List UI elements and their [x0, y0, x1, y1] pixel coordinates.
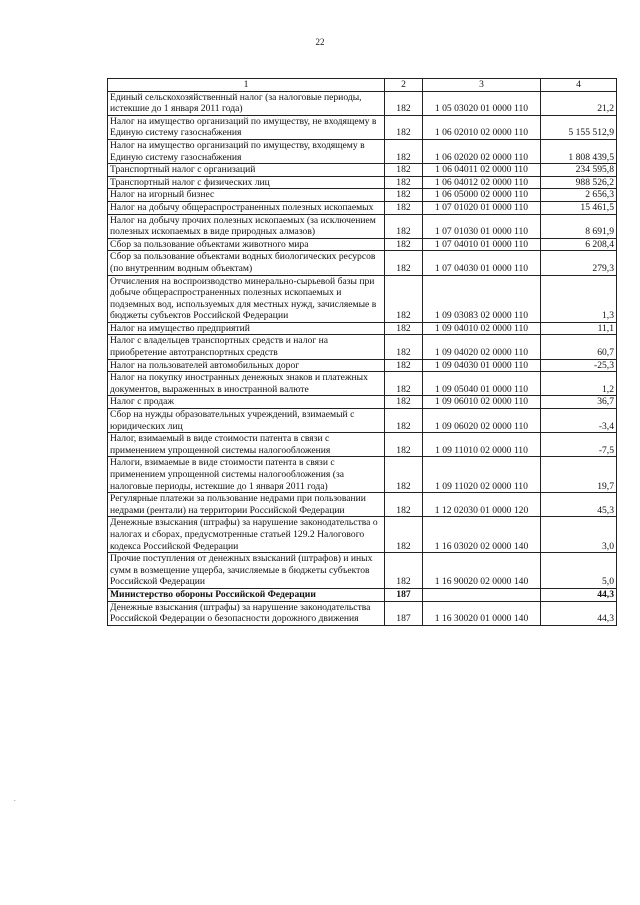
cell-name: Единый сельскохозяйственный налог (за налоговые периоды, истекшие до 1 января 2011 года) [108, 91, 385, 115]
cell-amount: 19,7 [541, 457, 617, 493]
cell-name: Налог на добычу общераспространенных полезных ископаемых [108, 201, 385, 214]
cell-name: Отчисления на воспроизводство минерально-сырьевой базы при добыче общераспространенных полезных ископаемых и подземных вод, используемых для местных нужд, зачисляемые в бюджеты субъектов Российской Федерации [108, 275, 385, 322]
cell-name: Транспортный налог с физических лиц [108, 176, 385, 189]
cell-admin-code: 182 [385, 409, 423, 433]
cell-budget-code: 1 09 05040 01 0000 110 [423, 372, 541, 396]
cell-amount: 8 691,9 [541, 214, 617, 238]
cell-name: Налог на пользователей автомобильных дорог [108, 359, 385, 372]
cell-amount: 15 461,5 [541, 201, 617, 214]
cell-name: Денежные взыскания (штрафы) за нарушение законодательства Российской Федерации о безопасности дорожного движения [108, 601, 385, 625]
table-row [108, 189, 617, 202]
cell-amount: -7,5 [541, 433, 617, 457]
cell-amount: -3,4 [541, 409, 617, 433]
cell-name: Налог на игорный бизнес [108, 189, 385, 202]
table-row [108, 457, 617, 493]
table-row [108, 275, 617, 322]
cell-budget-code: 1 16 90020 02 0000 140 [423, 553, 541, 589]
cell-amount: 5,0 [541, 553, 617, 589]
cell-budget-code: 1 09 03083 02 0000 110 [423, 275, 541, 322]
cell-amount: 234 595,8 [541, 164, 617, 177]
cell-budget-code: 1 09 06020 02 0000 110 [423, 409, 541, 433]
cell-admin-code: 182 [385, 493, 423, 517]
cell-name: Налог на имущество организаций по имуществу, не входящему в Единую систему газоснабжения [108, 115, 385, 139]
cell-budget-code: 1 12 02030 01 0000 120 [423, 493, 541, 517]
table-row [108, 601, 617, 625]
cell-name: Налог на имущество предприятий [108, 322, 385, 335]
cell-budget-code: 1 09 04010 02 0000 110 [423, 322, 541, 335]
table-row [108, 91, 617, 115]
table-body [108, 91, 617, 625]
cell-admin-code: 187 [385, 601, 423, 625]
cell-admin-code: 182 [385, 275, 423, 322]
margin-mark: . [14, 795, 16, 803]
table-row [108, 335, 617, 359]
table-row [108, 517, 617, 553]
cell-admin-code: 182 [385, 238, 423, 251]
cell-amount: 5 155 512,9 [541, 115, 617, 139]
cell-amount: 3,0 [541, 517, 617, 553]
cell-name: Министерство обороны Российской Федерации [108, 588, 385, 601]
cell-budget-code: 1 06 02010 02 0000 110 [423, 115, 541, 139]
cell-amount: 36,7 [541, 396, 617, 409]
cell-name: Налоги, взимаемые в виде стоимости патента в связи с применением упрощенной системы налогообложения (за налоговые периоды, истекшие до 1 января 2011 года) [108, 457, 385, 493]
column-header-4: 4 [541, 79, 617, 92]
cell-amount: 279,3 [541, 251, 617, 275]
cell-admin-code: 182 [385, 359, 423, 372]
column-header-2: 2 [385, 79, 423, 92]
cell-name: Сбор за пользование объектами животного мира [108, 238, 385, 251]
table-row [108, 372, 617, 396]
table-row [108, 553, 617, 589]
cell-budget-code: 1 16 30020 01 0000 140 [423, 601, 541, 625]
cell-budget-code: 1 07 01020 01 0000 110 [423, 201, 541, 214]
cell-budget-code: 1 09 04030 01 0000 110 [423, 359, 541, 372]
cell-name: Денежные взыскания (штрафы) за нарушение законодательства о налогах и сборах, предусмотренные статьей 129.2 Налогового кодекса Российской Федерации [108, 517, 385, 553]
cell-name: Налог с продаж [108, 396, 385, 409]
cell-amount: 60,7 [541, 335, 617, 359]
cell-amount: 45,3 [541, 493, 617, 517]
cell-budget-code: 1 07 04010 01 0000 110 [423, 238, 541, 251]
cell-name: Транспортный налог с организаций [108, 164, 385, 177]
cell-amount: -25,3 [541, 359, 617, 372]
cell-admin-code: 182 [385, 517, 423, 553]
table-row [108, 214, 617, 238]
cell-admin-code: 182 [385, 251, 423, 275]
column-header-3: 3 [423, 79, 541, 92]
cell-amount: 44,3 [541, 601, 617, 625]
table-row [108, 396, 617, 409]
cell-amount: 1 808 439,5 [541, 139, 617, 163]
cell-name: Налог на имущество организаций по имуществу, входящему в Единую систему газоснабжения [108, 139, 385, 163]
table-row [108, 433, 617, 457]
cell-admin-code: 182 [385, 189, 423, 202]
cell-budget-code: 1 06 05000 02 0000 110 [423, 189, 541, 202]
cell-name: Налог с владельцев транспортных средств и налог на приобретение автотранспортных средств [108, 335, 385, 359]
cell-amount: 21,2 [541, 91, 617, 115]
cell-admin-code: 182 [385, 335, 423, 359]
table-row [108, 493, 617, 517]
cell-budget-code: 1 06 04011 02 0000 110 [423, 164, 541, 177]
cell-budget-code: 1 06 04012 02 0000 110 [423, 176, 541, 189]
cell-budget-code: 1 07 01030 01 0000 110 [423, 214, 541, 238]
cell-admin-code: 182 [385, 201, 423, 214]
cell-admin-code: 182 [385, 91, 423, 115]
cell-amount: 11,1 [541, 322, 617, 335]
cell-name: Сбор на нужды образовательных учреждений, взимаемый с юридических лиц [108, 409, 385, 433]
cell-name: Регулярные платежи за пользование недрами при пользовании недрами (рентали) на территории Российской Федерации [108, 493, 385, 517]
cell-amount: 988 526,2 [541, 176, 617, 189]
cell-admin-code: 182 [385, 164, 423, 177]
cell-admin-code: 182 [385, 176, 423, 189]
cell-budget-code: 1 06 02020 02 0000 110 [423, 139, 541, 163]
cell-amount: 1,3 [541, 275, 617, 322]
cell-name: Налог на покупку иностранных денежных знаков и платежных документов, выраженных в иностранной валюте [108, 372, 385, 396]
cell-amount: 44,3 [541, 588, 617, 601]
cell-admin-code: 182 [385, 322, 423, 335]
table-row [108, 238, 617, 251]
cell-admin-code: 182 [385, 457, 423, 493]
cell-budget-code: 1 09 11020 02 0000 110 [423, 457, 541, 493]
cell-name: Налог на добычу прочих полезных ископаемых (за исключением полезных ископаемых в виде природных алмазов) [108, 214, 385, 238]
cell-budget-code: 1 09 06010 02 0000 110 [423, 396, 541, 409]
cell-admin-code: 182 [385, 553, 423, 589]
cell-amount: 2 656,3 [541, 189, 617, 202]
table-row [108, 409, 617, 433]
cell-budget-code: 1 07 04030 01 0000 110 [423, 251, 541, 275]
revenue-table [107, 78, 617, 626]
table-row [108, 115, 617, 139]
table-row [108, 322, 617, 335]
cell-name: Налог, взимаемый в виде стоимости патента в связи с применением упрощенной системы налогообложения [108, 433, 385, 457]
cell-amount: 6 208,4 [541, 238, 617, 251]
column-header-1: 1 [108, 79, 385, 92]
table-row [108, 139, 617, 163]
cell-admin-code: 187 [385, 588, 423, 601]
table-row [108, 588, 617, 601]
cell-admin-code: 182 [385, 214, 423, 238]
cell-budget-code: 1 05 03020 01 0000 110 [423, 91, 541, 115]
table-row [108, 164, 617, 177]
cell-budget-code: 1 16 03020 02 0000 140 [423, 517, 541, 553]
cell-admin-code: 182 [385, 115, 423, 139]
table-row [108, 251, 617, 275]
cell-budget-code: 1 09 11010 02 0000 110 [423, 433, 541, 457]
cell-budget-code: 1 09 04020 02 0000 110 [423, 335, 541, 359]
table-header-row [108, 79, 617, 92]
table-row [108, 359, 617, 372]
table-row [108, 176, 617, 189]
cell-admin-code: 182 [385, 433, 423, 457]
cell-admin-code: 182 [385, 372, 423, 396]
cell-admin-code: 182 [385, 396, 423, 409]
cell-budget-code [423, 588, 541, 601]
cell-name: Прочие поступления от денежных взысканий (штрафов) и иных сумм в возмещение ущерба, зачисляемые в бюджеты субъектов Российской Федерации [108, 553, 385, 589]
page-number: 22 [315, 37, 325, 47]
cell-name: Сбор за пользование объектами водных биологических ресурсов (по внутренним водным объектам) [108, 251, 385, 275]
table-row [108, 201, 617, 214]
cell-amount: 1,2 [541, 372, 617, 396]
cell-admin-code: 182 [385, 139, 423, 163]
